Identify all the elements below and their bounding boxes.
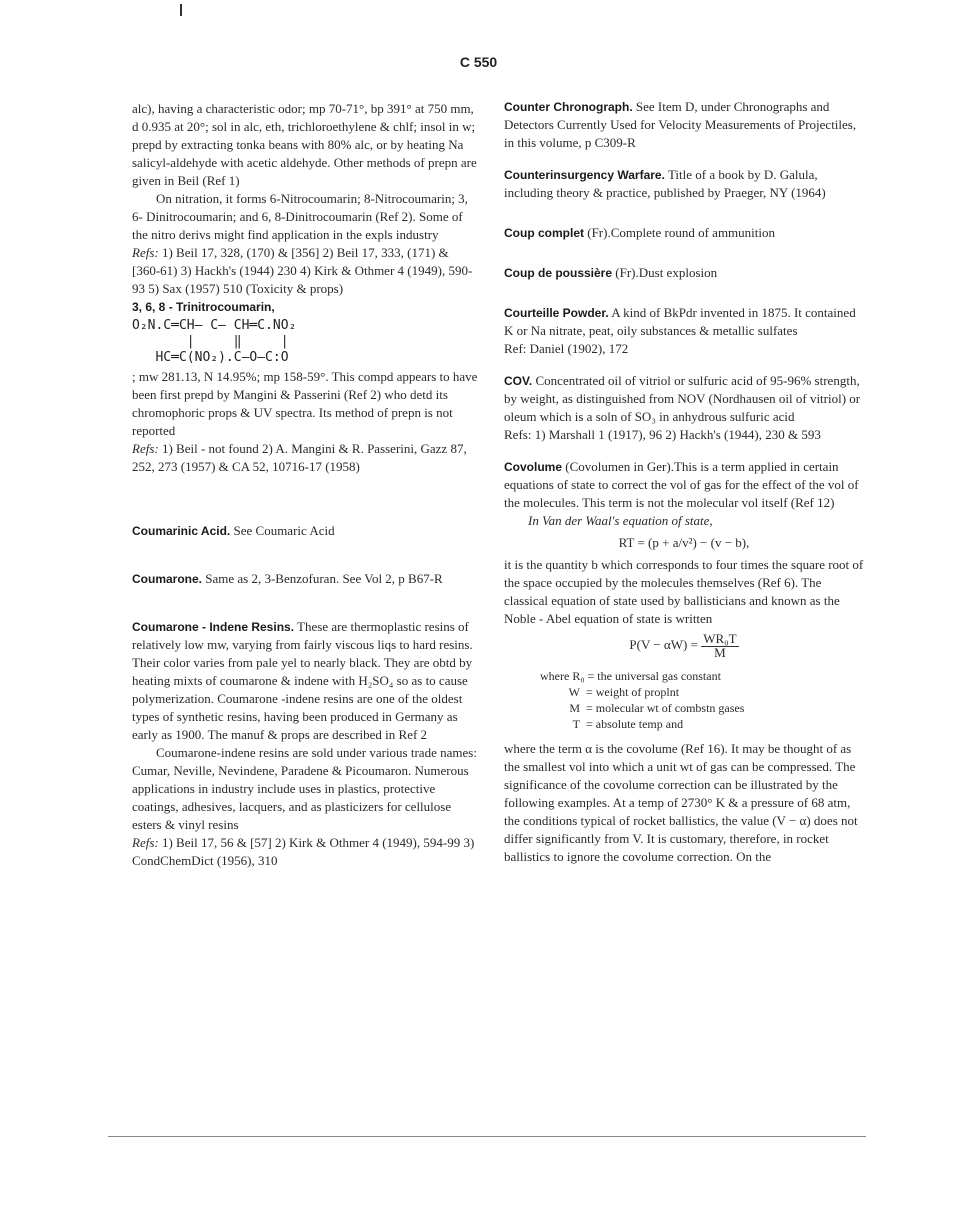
cov-refs: Refs: 1) Marshall 1 (1917), 96 2) Hackh's (1944), 230 & 593 bbox=[504, 427, 821, 442]
trinitrocoumarin-structure: O₂N.C═CH— C— CH═C.NO₂ | ‖ | HC═C(NO₂).C—O—C:O bbox=[132, 318, 297, 365]
right-column bbox=[504, 98, 864, 866]
refs-trinitrocoumarin: Refs: 1) Beil - not found 2) A. Mangini & R. Passerini, Gazz 87, 252, 273 (1957) & CA 52, 10716-17 (1958) bbox=[132, 441, 467, 474]
courteille-powder-ref: Ref: Daniel (1902), 172 bbox=[504, 341, 629, 356]
refs-coumarin: Refs: 1) Beil 17, 328, (170) & [356] 2) Beil 17, 333, (171) & [360-61) 3) Hackh's (1944) 230 4) Kirk & Othmer 4 (1949), 590-93 5) Sax (1957) 510 (Toxicity & props) bbox=[132, 245, 473, 296]
refs-coumarone-indene: Refs: 1) Beil 17, 56 & [57] 2) Kirk & Othmer 4 (1949), 594-99 3) CondChemDict (1956), 310 bbox=[132, 835, 475, 868]
coumarin-props: alc), having a characteristic odor; mp 70-71°, bp 391° at 750 mm, d 0.935 at 20°; sol in alc, eth, trichloroethylene & chlf; insol in w; prepd by extracting tonka beans with 80% alc, or by heating Na salicyl-aldehyde with acetic aldehyde. Other methods of prepn are given in Beil (Ref 1) bbox=[132, 101, 477, 188]
cov-entry: COV. Concentrated oil of vitriol or sulfuric acid of 95-96% strength, by weight, as distinguished from NOV (Nordhausen oil of vitriol) or oleum which is a soln of SO₃ in anhydrous sulfuric acid bbox=[504, 373, 861, 424]
noble-abel-equation: $P(V - \alpha W) = \frac{\text{WR₀T}}{M}$ bbox=[629, 631, 737, 660]
coumarone-indene-trade-names: Coumarone-indene resins are sold under various trade names: Cumar, Neville, Nevindene, Paradene & Picoumaron. Numerous applications in industry include uses in plastics, protective coatings, adhesives, lacquers, and as plasticizers for cellulose esters & vinyl resins bbox=[132, 745, 477, 832]
van-der-waals-text: it is the quantity b which corresponds to four times the square root of the space occupied by the molecules themselves (Ref 6). The classical equation of state used by ballisticians and known as the Noble - Abel equation of state is written bbox=[504, 557, 864, 626]
covolume-entry: Covolume (Covolumen in Ger).This is a term applied in certain equations of state to correct the vol of gas for the effect of the vol of the molecules. This term is not the molecular vol itself (Ref 12) bbox=[504, 459, 859, 510]
coumarinic-acid-entry: Coumarinic Acid. See Coumaric Acid bbox=[132, 523, 335, 538]
footer-rule bbox=[108, 1136, 866, 1137]
van-der-waals-equation: RT = (p + a/v²) − (v − b), bbox=[618, 535, 750, 550]
counterinsurgency-entry: Counterinsurgency Warfare. Title of a book by D. Galula, including theory & practice, published by Praeger, NY (1964) bbox=[504, 167, 826, 200]
coumarone-indene-entry: Coumarone - Indene Resins. These are thermoplastic resins of relatively low mw, varying from fairly viscous liqs to hard resins. Their color varies from pale yel to nearly black. They are obtd by heating mixts of coumarone & indene with H₂SO₄ so as to cause polymerization. Coumarone -indene resins are one of the oldest types of synthetic resins, having been produced in Germany as early as 1900. The manuf & props are described in Ref 2 bbox=[132, 619, 473, 742]
coup-complet-entry: Coup complet (Fr).Complete round of ammunition bbox=[504, 225, 776, 240]
page-label: C 550 bbox=[459, 54, 498, 70]
coup-de-poussiere-entry: Coup de poussière (Fr).Dust explosion bbox=[504, 265, 718, 280]
trinitrocoumarin-text: ; mw 281.13, N 14.95%; mp 158-59°. This compd appears to have been first prepd by Mangini & Passerini (Ref 2) who detd its chromophoric props & UV spectra. Its method of prepn is not reported bbox=[132, 369, 478, 438]
coumarone-entry: Coumarone. Same as 2, 3-Benzofuran. See Vol 2, p B67-R bbox=[132, 571, 443, 586]
left-column bbox=[132, 100, 480, 870]
where-definitions: where R₀ = the universal gas constant W = weight of proplnt M = molecular wt of combstn gases T = absolute temp and bbox=[540, 669, 745, 731]
covolume-discussion: where the term α is the covolume (Ref 16). It may be thought of as the smallest vol into which a unit wt of gas can be compressed. The significance of the covolume correction can be illustrated by the following examples. At a temp of 2730° K & a pressure of 68 atm, the conditions typical of rocket ballistics, the value (V − α) does not differ significantly from V. It is customary, therefore, in rocket ballistics to ignore the covolume correction. On the bbox=[504, 741, 858, 864]
coumarin-nitration: On nitration, it forms 6-Nitrocoumarin; 8-Nitrocoumarin; 3, 6- Dinitrocoumarin; and 6, 8-Dinitrocoumarin (Ref 2). Some of the nitro derivs might find application in the expls industry bbox=[132, 191, 468, 242]
trinitrocoumarin-heading: 3, 6, 8 - Trinitrocoumarin, bbox=[132, 300, 275, 314]
van-der-waals-intro: In Van der Waal's equation of state, bbox=[528, 513, 713, 528]
courteille-powder-entry: Courteille Powder. A kind of BkPdr invented in 1875. It contained K or Na nitrate, peat, oily substances & metallic sulfates bbox=[504, 305, 856, 338]
margin-mark bbox=[180, 4, 182, 16]
counter-chronograph-entry: Counter Chronograph. See Item D, under Chronographs and Detectors Currently Used for Velocity Measurements of Projectiles, in this volume, p C309-R bbox=[504, 99, 857, 150]
